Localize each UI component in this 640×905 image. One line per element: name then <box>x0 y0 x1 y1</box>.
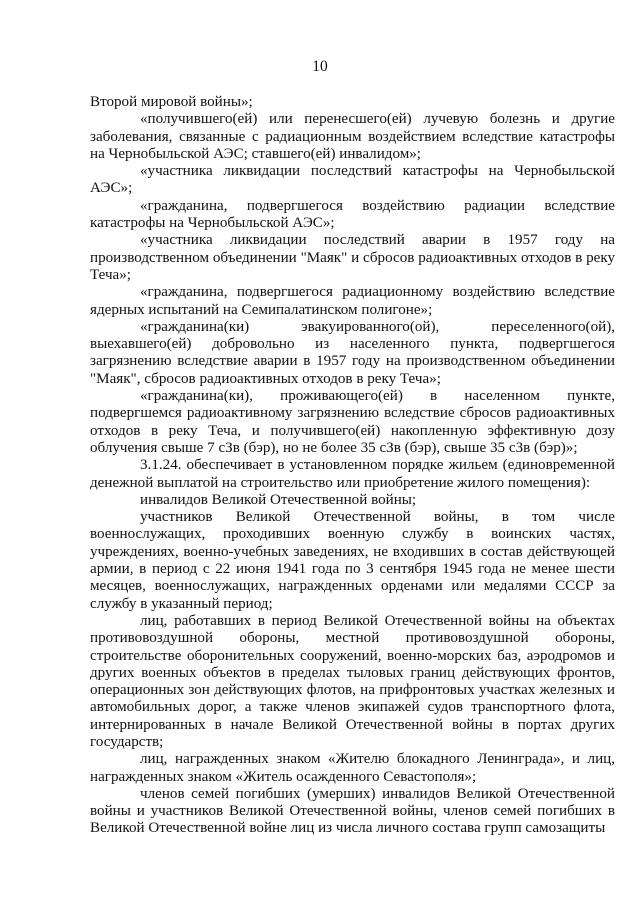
paragraph-chernobyl-illness: «получившего(ей) или перенесшего(ей) лучевую болезнь и другие заболевания, связанные с радиационным воздействием вследствие катастрофы на Чернобыльской АЭС; ставшего(ей) инвалидом»; <box>90 111 615 162</box>
paragraph-continuation: Второй мировой войны»; <box>90 94 253 110</box>
paragraph-chernobyl-liquidator: «участника ликвидации последствий катастрофы на Чернобыльской АЭС»; <box>90 163 615 197</box>
page-number: 10 <box>312 58 328 75</box>
paragraph-mayak-evacuated: «гражданина(ки) эвакуированного(ой), переселенного(ой), выехавшего(ей) добровольно из населенного пункта, подвергшегося загрязнению вследствие аварии в 1957 году на производственном объединении "Маяк", сбросов радиоактивных отходов в реку Теча»; <box>90 318 615 387</box>
paragraph-mayak-liquidator: «участника ликвидации последствий аварии в 1957 году на производственном объединении "Маяк" и сбросов радиоактивных отходов в реку Теча»; <box>90 232 615 283</box>
paragraph-semipalatinsk: «гражданина, подвергшегося радиационному воздействию вследствие ядерных испытаний на Семипалатинском полигоне»; <box>90 284 615 318</box>
paragraph-war-participants: участников Великой Отечественной войны, в том числе военнослужащих, проходивших военную службу в воинских частях, учреждениях, военно-учебных заведениях, не входивших в состав действующей армии, в период с 22 июня 1941 года по 3 сентября 1945 года не менее шести месяцев, военнослужащих, награжденных орденами или медалями СССР за службу в указанный период; <box>90 509 615 612</box>
paragraph-home-front-workers: лиц, работавших в период Великой Отечественной войны на объектах противовоздушной обороны, местной противовоздушной обороны, строительстве оборонительных сооружений, военно-морских баз, аэродромов и других военных объектов в пределах тыловых границ действующих фронтов, операционных зон действующих флотов, на прифронтовых участках железных и автомобильных дорог, а также членов экипажей судов транспортного флота, интернированных в начале Великой Отечественной войны в портах других государств; <box>90 612 615 750</box>
paragraph-chernobyl-exposed: «гражданина, подвергшегося воздействию радиации вследствие катастрофы на Чернобыльской АЭС»; <box>90 197 615 232</box>
paragraph-family-members: членов семей погибших (умерших) инвалидов Великой Отечественной войны и участников Великой Отечественной войны, членов семей погибших в Великой Отечественной войне лиц из числа личного состава групп самозащиты <box>90 785 615 837</box>
paragraph-war-invalids: инвалидов Великой Отечественной войны; <box>140 491 417 508</box>
paragraph-siege-residents: лиц, награжденных знаком «Жителю блокадного Ленинграда», и лиц, награжденных знаком «Житель осажденного Севастополя»; <box>90 751 615 785</box>
document-body <box>90 94 615 838</box>
paragraph-techa-resident: «гражданина(ки), проживающего(ей) в населенном пункте, подвергшемся радиоактивному загрязнению вследствие сбросов радиоактивных отходов в реку Теча, и получившего(ей) накопленную эффективную дозу облучения свыше 7 сЗв (бэр), но не более 35 сЗв (бэр), свыше 35 сЗв (бэр)»; <box>90 388 615 456</box>
paragraph-section-3-1-24: 3.1.24. обеспечивает в установленном порядке жильем (единовременной денежной выплатой на строительство или приобретение жилого помещения): <box>90 457 615 491</box>
